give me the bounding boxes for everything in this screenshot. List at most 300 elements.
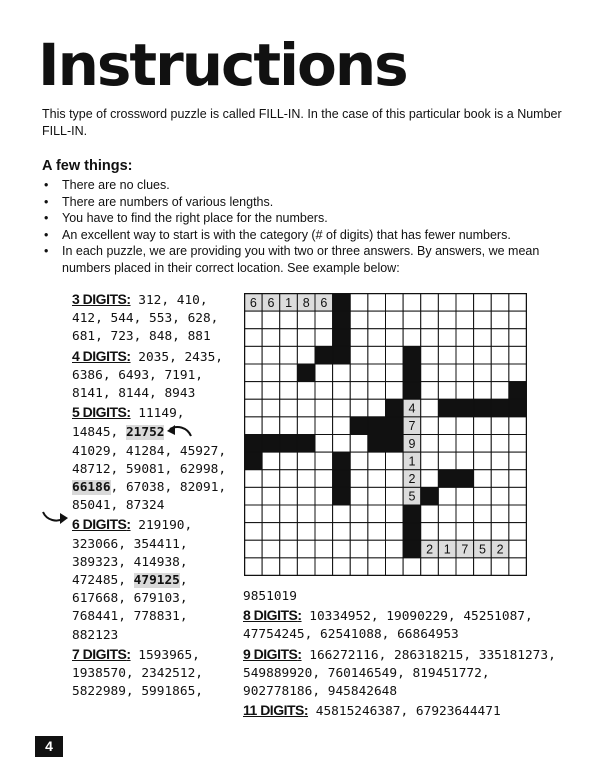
grid-cell: [245, 329, 263, 347]
page-title: Instructions: [38, 31, 407, 99]
few-things-heading: A few things:: [42, 158, 133, 174]
grid-cell: [491, 294, 509, 312]
group-5-digits: 5 DIGITS: 11149, 14845, 21752 41029, 41284, 45927, 48712, 59081, 62998, 66186, 67038, 82091, 85041, 87324: [72, 404, 227, 514]
grid-cell: [421, 505, 439, 523]
grid-cell: [315, 558, 333, 576]
number-list: 41029, 41284, 45927, 48712, 59081, 62998,: [72, 443, 227, 477]
grid-cell: [386, 364, 404, 382]
grid-cell: [491, 311, 509, 329]
grid-cell: [262, 364, 280, 382]
grid-cell: [350, 540, 368, 558]
grid-cell: [438, 452, 456, 470]
grid-cell: [350, 470, 368, 488]
grid-cell: [386, 452, 404, 470]
grid-cell: [315, 364, 333, 382]
grid-block: [333, 470, 351, 488]
grid-cell: [456, 417, 474, 435]
grid-cell: [368, 540, 386, 558]
number-list: 9851019: [243, 589, 297, 604]
puzzle-grid-svg: [244, 293, 527, 576]
grid-cell: [333, 523, 351, 541]
grid-cell: [245, 382, 263, 400]
group-8-digits: 8 DIGITS: 10334952, 19090229, 45251087, 47754245, 62541088, 66864953: [243, 607, 533, 643]
grid-cell: [474, 364, 492, 382]
grid-cell: [333, 364, 351, 382]
grid-cell: [368, 382, 386, 400]
grid-cell: [386, 505, 404, 523]
grid-cell: [386, 294, 404, 312]
grid-cell: [421, 329, 439, 347]
grid-block: [491, 399, 509, 417]
grid-block: [386, 435, 404, 453]
grid-cell: [438, 523, 456, 541]
grid-cell: [386, 311, 404, 329]
grid-cell: [421, 417, 439, 435]
grid-digit: 2: [426, 542, 434, 557]
grid-cell: [245, 523, 263, 541]
grid-cell: [280, 364, 298, 382]
grid-cell: [315, 487, 333, 505]
grid-cell: [421, 382, 439, 400]
grid-cell: [333, 505, 351, 523]
grid-cell: [403, 294, 421, 312]
group-7-digits: 7 DIGITS: 1593965, 1938570, 2342512, 5822989, 5991865,: [72, 645, 203, 700]
grid-cell: [297, 346, 315, 364]
curved-arrow-icon: [164, 423, 194, 439]
grid-block: [438, 399, 456, 417]
category-heading: 6 DIGITS: [72, 516, 127, 533]
grid-cell: [350, 558, 368, 576]
grid-cell: [245, 417, 263, 435]
grid-cell: [438, 435, 456, 453]
number-list: 45815246387, 67923644471: [315, 704, 501, 720]
puzzle-grid: [244, 293, 527, 576]
grid-cell: [315, 329, 333, 347]
grid-cell: [368, 329, 386, 347]
grid-cell: [474, 417, 492, 435]
grid-block: [456, 470, 474, 488]
grid-digit: 6: [320, 295, 328, 310]
grid-cell: [421, 399, 439, 417]
grid-cell: [333, 382, 351, 400]
grid-cell: [262, 505, 280, 523]
grid-cell: [297, 523, 315, 541]
grid-cell: [474, 329, 492, 347]
grid-cell: [491, 523, 509, 541]
category-heading: 8 DIGITS: [243, 607, 298, 624]
grid-block: [262, 435, 280, 453]
number-list: 2035, 2435, 6386, 6493, 7191, 8141, 8144, 8943: [72, 349, 223, 402]
grid-cell: [350, 523, 368, 541]
grid-block: [386, 417, 404, 435]
grid-cell: [350, 452, 368, 470]
grid-block: [245, 435, 263, 453]
category-heading: 7 DIGITS: [72, 645, 127, 662]
grid-digit: 4: [408, 401, 416, 416]
grid-cell: [421, 523, 439, 541]
grid-cell: [509, 523, 527, 541]
grid-block: [474, 399, 492, 417]
grid-block: [438, 470, 456, 488]
highlighted-number: 479125: [133, 573, 180, 589]
grid-cell: [280, 417, 298, 435]
grid-cell: [456, 558, 474, 576]
grid-cell: [403, 311, 421, 329]
category-heading: 3 DIGITS: [72, 291, 127, 307]
page-number: 4: [35, 736, 63, 757]
grid-cell: [280, 523, 298, 541]
grid-cell: [386, 470, 404, 488]
grid-cell: [245, 540, 263, 558]
grid-digit: 8: [302, 295, 310, 310]
grid-block: [386, 399, 404, 417]
grid-cell: [386, 558, 404, 576]
grid-cell: [456, 294, 474, 312]
grid-cell: [474, 346, 492, 364]
grid-cell: [297, 470, 315, 488]
grid-cell: [368, 294, 386, 312]
grid-cell: [245, 364, 263, 382]
grid-cell: [262, 523, 280, 541]
grid-cell: [280, 311, 298, 329]
number-list: 14845,: [72, 425, 119, 441]
grid-cell: [491, 346, 509, 364]
grid-cell: [262, 487, 280, 505]
grid-cell: [509, 311, 527, 329]
category-heading: 11 DIGITS: [243, 702, 304, 719]
group-6-digits: 6 DIGITS: 219190, 323066, 354411, 389323, 414938, 472485, 479125, 617668, 679103, 768441, 778831, 882123: [72, 516, 193, 643]
grid-cell: [474, 470, 492, 488]
grid-cell: [280, 540, 298, 558]
grid-cell: [262, 329, 280, 347]
group-7-digits-continued: [243, 588, 573, 606]
grid-block: [297, 364, 315, 382]
grid-cell: [315, 452, 333, 470]
grid-cell: [491, 382, 509, 400]
grid-cell: [280, 505, 298, 523]
grid-cell: [315, 540, 333, 558]
grid-cell: [245, 311, 263, 329]
grid-cell: [368, 311, 386, 329]
grid-block: [315, 346, 333, 364]
grid-digit: 9: [408, 436, 416, 451]
grid-cell: [509, 417, 527, 435]
number-list: , 67038, 82091, 85041, 87324: [72, 480, 227, 514]
grid-cell: [315, 311, 333, 329]
grid-cell: [474, 435, 492, 453]
grid-cell: [509, 540, 527, 558]
grid-cell: [245, 346, 263, 364]
number-list-right: [243, 588, 573, 721]
grid-cell: [421, 311, 439, 329]
grid-cell: [474, 558, 492, 576]
grid-block: [403, 505, 421, 523]
grid-cell: [333, 435, 351, 453]
grid-block: [403, 346, 421, 364]
grid-cell: [491, 452, 509, 470]
grid-cell: [491, 364, 509, 382]
grid-cell: [509, 452, 527, 470]
grid-cell: [262, 399, 280, 417]
category-heading: 5 DIGITS: [72, 404, 127, 421]
grid-cell: [315, 435, 333, 453]
grid-cell: [509, 329, 527, 347]
grid-block: [333, 329, 351, 347]
grid-cell: [350, 364, 368, 382]
grid-cell: [456, 346, 474, 364]
grid-cell: [280, 382, 298, 400]
grid-cell: [456, 435, 474, 453]
grid-cell: [350, 294, 368, 312]
grid-cell: [368, 558, 386, 576]
grid-cell: [421, 346, 439, 364]
list-item: • An excellent way to start is with the category (# of digits) that has fewer numbers.: [42, 227, 562, 244]
grid-digit: 2: [408, 472, 416, 487]
grid-cell: [456, 382, 474, 400]
grid-block: [509, 399, 527, 417]
grid-cell: [315, 523, 333, 541]
grid-cell: [438, 364, 456, 382]
grid-cell: [509, 346, 527, 364]
grid-cell: [368, 505, 386, 523]
grid-cell: [280, 487, 298, 505]
grid-cell: [350, 487, 368, 505]
grid-cell: [262, 470, 280, 488]
grid-cell: [509, 470, 527, 488]
grid-block: [333, 452, 351, 470]
grid-cell: [509, 558, 527, 576]
grid-cell: [262, 540, 280, 558]
grid-cell: [438, 294, 456, 312]
grid-cell: [368, 470, 386, 488]
grid-cell: [456, 364, 474, 382]
grid-cell: [438, 346, 456, 364]
grid-cell: [297, 452, 315, 470]
grid-block: [403, 382, 421, 400]
list-item: • There are no clues.: [42, 177, 562, 194]
grid-cell: [456, 487, 474, 505]
grid-cell: [368, 452, 386, 470]
grid-cell: [491, 470, 509, 488]
grid-cell: [315, 505, 333, 523]
grid-cell: [315, 382, 333, 400]
grid-cell: [438, 417, 456, 435]
grid-cell: [438, 487, 456, 505]
grid-cell: [297, 311, 315, 329]
grid-cell: [297, 505, 315, 523]
group-4-digits: 4 DIGITS: 2035, 2435, 6386, 6493, 7191, 8141, 8144, 8943: [72, 347, 223, 402]
grid-cell: [438, 558, 456, 576]
grid-cell: [509, 435, 527, 453]
grid-cell: [350, 505, 368, 523]
grid-cell: [474, 487, 492, 505]
number-list: 312, 410, 412, 544, 553, 628, 681, 723, 848, 881: [72, 293, 219, 345]
grid-block: [368, 417, 386, 435]
grid-digit: 5: [478, 542, 486, 557]
grid-cell: [368, 523, 386, 541]
grid-cell: [280, 346, 298, 364]
grid-block: [368, 435, 386, 453]
grid-cell: [456, 523, 474, 541]
grid-cell: [509, 294, 527, 312]
group-3-digits: 3 DIGITS: 312, 410, 412, 544, 553, 628, 681, 723, 848, 881: [72, 291, 219, 345]
grid-cell: [350, 399, 368, 417]
grid-cell: [262, 417, 280, 435]
grid-cell: [368, 364, 386, 382]
intro-paragraph: This type of crossword puzzle is called FILL-IN. In the case of this particular book is a Number FILL-IN.: [42, 107, 562, 138]
grid-cell: [421, 452, 439, 470]
grid-cell: [386, 540, 404, 558]
grid-block: [403, 540, 421, 558]
grid-cell: [386, 382, 404, 400]
grid-cell: [297, 329, 315, 347]
grid-cell: [350, 435, 368, 453]
grid-cell: [491, 417, 509, 435]
grid-block: [297, 435, 315, 453]
grid-cell: [280, 470, 298, 488]
grid-cell: [509, 364, 527, 382]
grid-block: [350, 417, 368, 435]
grid-cell: [491, 505, 509, 523]
group-9-digits: 9 DIGITS: 166272116, 286318215, 335181273, 549889920, 760146549, 819451772, 902778186, 945842648: [243, 645, 556, 700]
grid-cell: [491, 329, 509, 347]
grid-cell: [297, 558, 315, 576]
grid-cell: [245, 558, 263, 576]
grid-cell: [403, 558, 421, 576]
grid-block: [403, 523, 421, 541]
grid-cell: [421, 470, 439, 488]
grid-digit: 7: [408, 419, 416, 434]
grid-cell: [245, 470, 263, 488]
grid-cell: [333, 399, 351, 417]
grid-cell: [491, 558, 509, 576]
grid-cell: [474, 505, 492, 523]
category-heading: 4 DIGITS: [72, 347, 127, 364]
grid-block: [245, 452, 263, 470]
grid-cell: [438, 311, 456, 329]
grid-cell: [474, 452, 492, 470]
grid-cell: [509, 487, 527, 505]
grid-block: [333, 311, 351, 329]
grid-cell: [245, 505, 263, 523]
grid-cell: [421, 364, 439, 382]
grid-cell: [438, 382, 456, 400]
grid-cell: [368, 487, 386, 505]
grid-cell: [350, 346, 368, 364]
curved-arrow-icon: [40, 508, 70, 526]
list-item: • In each puzzle, we are providing you with two or three answers. By answers, we mean numbers placed in their correct location. See example below:: [42, 243, 562, 276]
grid-cell: [421, 294, 439, 312]
grid-cell: [368, 346, 386, 364]
grid-cell: [315, 399, 333, 417]
grid-cell: [262, 558, 280, 576]
grid-cell: [368, 399, 386, 417]
highlighted-number: 66186: [72, 480, 111, 496]
grid-digit: 1: [443, 542, 451, 557]
number-list: 166272116, 286318215, 335181273, 549889920, 760146549, 819451772, 902778186, 945842648: [243, 647, 556, 700]
grid-cell: [280, 399, 298, 417]
grid-block: [509, 382, 527, 400]
list-item: • There are numbers of various lengths.: [42, 194, 562, 211]
grid-block: [403, 364, 421, 382]
grid-cell: [333, 558, 351, 576]
few-things-list: [42, 177, 562, 276]
group-11-digits: 11 DIGITS: 45815246387, 67923644471: [243, 702, 501, 720]
grid-cell: [297, 399, 315, 417]
grid-cell: [474, 311, 492, 329]
grid-cell: [262, 452, 280, 470]
grid-cell: [297, 487, 315, 505]
grid-block: [333, 294, 351, 312]
grid-cell: [297, 382, 315, 400]
grid-cell: [297, 540, 315, 558]
number-list: , 617668, 679103, 768441, 778831, 882123: [72, 573, 188, 643]
grid-cell: [350, 382, 368, 400]
grid-cell: [386, 487, 404, 505]
grid-cell: [456, 452, 474, 470]
grid-block: [280, 435, 298, 453]
highlighted-number: 21752: [125, 425, 165, 441]
grid-cell: [421, 435, 439, 453]
grid-cell: [350, 329, 368, 347]
grid-cell: [262, 382, 280, 400]
grid-cell: [421, 558, 439, 576]
grid-cell: [333, 540, 351, 558]
grid-digit: 6: [267, 295, 275, 310]
grid-cell: [474, 294, 492, 312]
grid-cell: [386, 346, 404, 364]
category-heading: 9 DIGITS: [243, 645, 298, 662]
grid-cell: [474, 382, 492, 400]
grid-cell: [315, 470, 333, 488]
grid-cell: [474, 523, 492, 541]
grid-cell: [438, 505, 456, 523]
grid-digit: 7: [461, 542, 469, 557]
number-list: 10334952, 19090229, 45251087, 47754245, 62541088, 66864953: [243, 609, 533, 643]
grid-cell: [262, 346, 280, 364]
grid-cell: [297, 417, 315, 435]
grid-cell: [315, 417, 333, 435]
grid-cell: [280, 452, 298, 470]
grid-cell: [456, 311, 474, 329]
grid-cell: [438, 329, 456, 347]
list-item: • You have to find the right place for the numbers.: [42, 210, 562, 227]
grid-block: [456, 399, 474, 417]
grid-cell: [262, 311, 280, 329]
grid-cell: [333, 417, 351, 435]
grid-digit: 2: [496, 542, 504, 557]
number-list: 11149,: [138, 406, 185, 422]
grid-cell: [491, 487, 509, 505]
grid-digit: 1: [285, 295, 293, 310]
grid-block: [333, 346, 351, 364]
grid-cell: [280, 329, 298, 347]
grid-cell: [386, 329, 404, 347]
number-list: 219190, 323066, 354411, 389323, 414938, 472485,: [72, 518, 193, 589]
grid-cell: [280, 558, 298, 576]
grid-digit: 5: [408, 489, 416, 504]
grid-cell: [350, 311, 368, 329]
number-list-left: [72, 290, 232, 701]
grid-digit: 1: [408, 454, 416, 469]
grid-cell: [403, 329, 421, 347]
grid-cell: [491, 435, 509, 453]
grid-cell: [245, 399, 263, 417]
grid-cell: [456, 505, 474, 523]
grid-cell: [245, 487, 263, 505]
grid-cell: [386, 523, 404, 541]
grid-block: [333, 487, 351, 505]
